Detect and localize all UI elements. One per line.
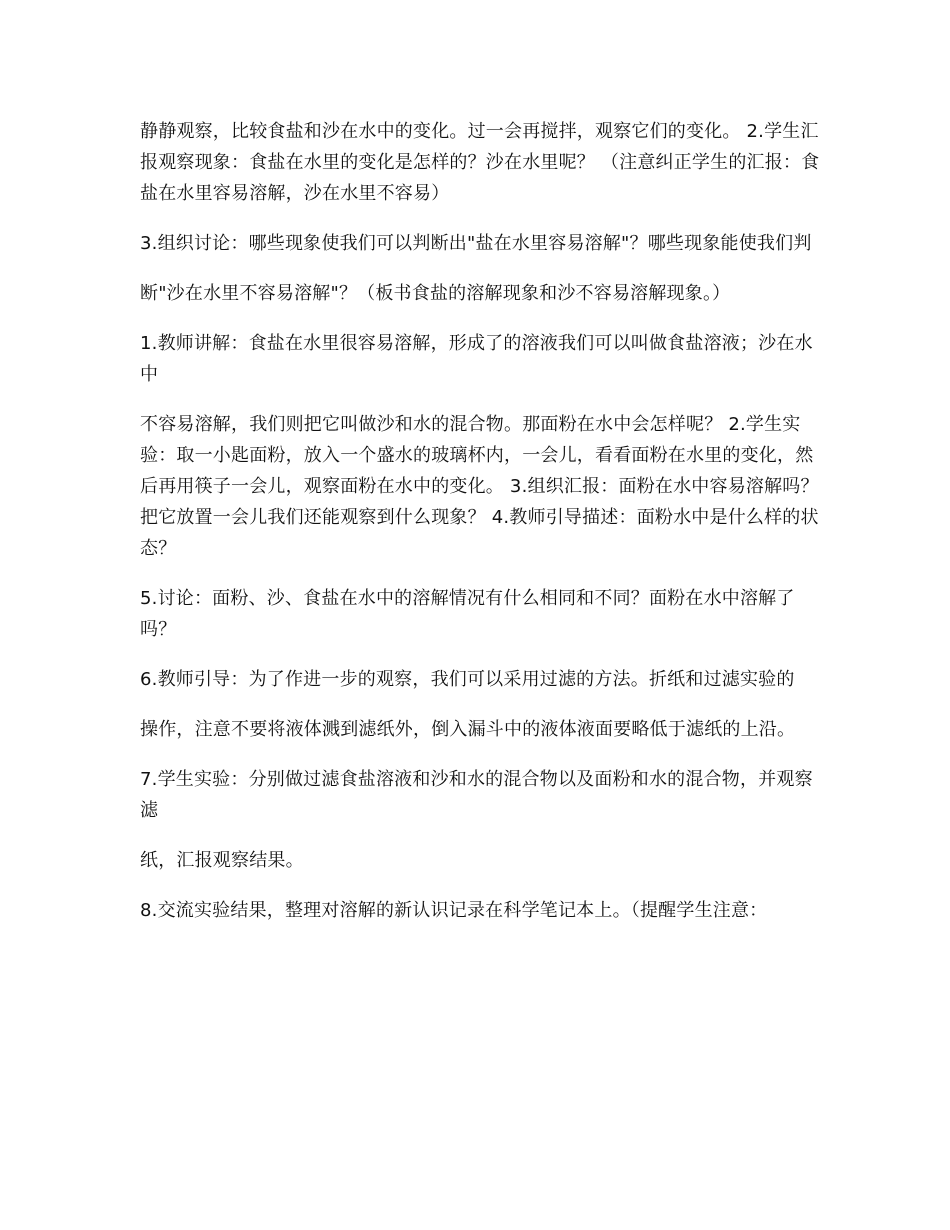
paragraph-filter-guide: 6.教师引导：为了作进一步的观察，我们可以采用过滤的方法。折纸和过滤实验的 bbox=[140, 669, 795, 690]
paragraph-flour-experiment: 不容易溶解，我们则把它叫做沙和水的混合物。那面粉在水中会怎样呢？ 2.学生实验：取一小匙面粉，放入一个盛水的玻璃杯内，一会儿，看看面粉在水里的变化，然后再用筷子一会儿，观察面粉在水中的变化。 3.组织汇报：面粉在水中容易溶解吗？把它放置一会儿我们还能观察到什么现象？ 4.教师引导描述：面粉水中是什么样的状态？ bbox=[140, 414, 819, 559]
document-body bbox=[140, 116, 830, 945]
paragraph-report-results: 纸，汇报观察结果。 bbox=[140, 850, 304, 871]
paragraph-record-notes: 8.交流实验结果，整理对溶解的新认识记录在科学笔记本上。（提醒学生注意： bbox=[140, 900, 768, 921]
paragraph-observe-report: 静静观察，比较食盐和沙在水中的变化。过一会再搅拌，观察它们的变化。 2.学生汇报观察现象：食盐在水里的变化是怎样的？沙在水里呢？ （注意纠正学生的汇报：食盐在水里容易溶解，沙在水里不容易） bbox=[140, 121, 820, 204]
paragraph-teacher-explain: 1.教师讲解：食盐在水里很容易溶解，形成了的溶液我们可以叫做食盐溶液；沙在水中 bbox=[140, 333, 813, 385]
paragraph-discussion-cont: 断"沙在水里不容易溶解"？（板书食盐的溶解现象和沙不容易溶解现象。） bbox=[140, 283, 731, 304]
paragraph-compare-discussion: 5.讨论：面粉、沙、食盐在水中的溶解情况有什么相同和不同？面粉在水中溶解了吗？ bbox=[140, 588, 795, 640]
paragraph-filter-operation: 操作，注意不要将液体溅到滤纸外，倒入漏斗中的液体液面要略低于滤纸的上沿。 bbox=[140, 719, 796, 740]
paragraph-filter-experiment: 7.学生实验：分别做过滤食盐溶液和沙和水的混合物以及面粉和水的混合物，并观察滤 bbox=[140, 769, 813, 821]
paragraph-discussion: 3.组织讨论：哪些现象使我们可以判断出"盐在水里容易溶解"？哪些现象能使我们判 bbox=[140, 233, 812, 254]
